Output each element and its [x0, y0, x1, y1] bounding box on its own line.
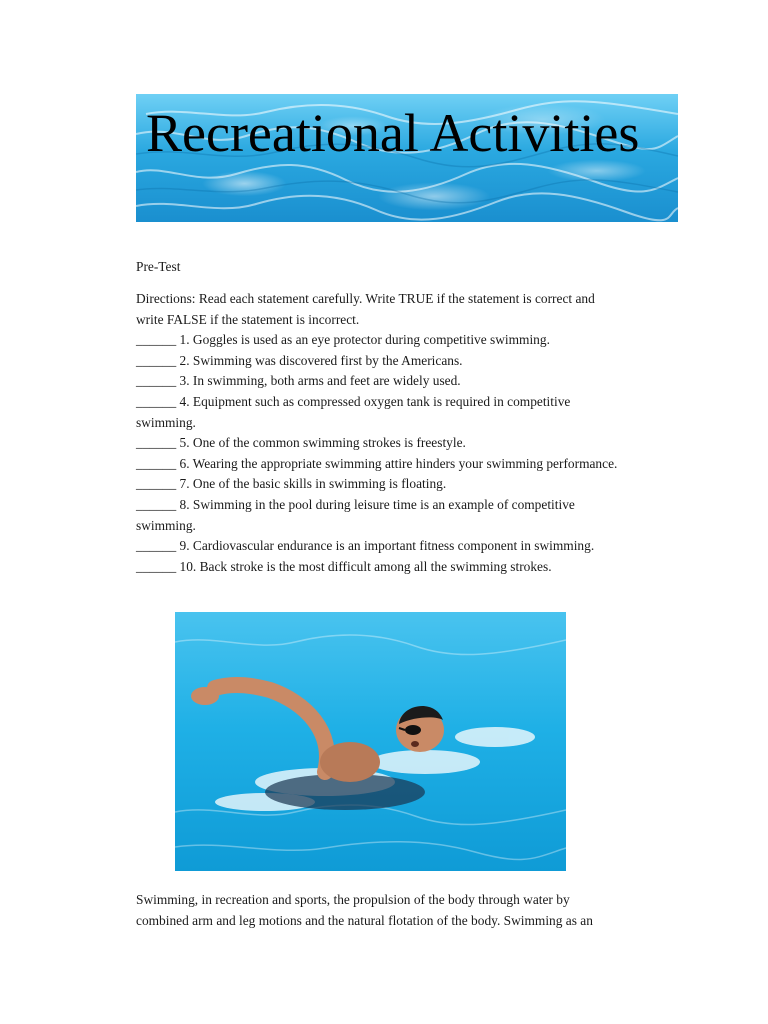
list-item: ______ 1. Goggles is used as an eye protector during competitive swimming. — [136, 332, 550, 348]
paragraph-line: combined arm and leg motions and the natural flotation of the body. Swimming as an — [136, 912, 593, 928]
swimmer-photo — [175, 612, 566, 871]
list-item-continuation: swimming. — [136, 517, 196, 533]
list-item-continuation: swimming. — [136, 414, 196, 430]
pretest-block — [136, 289, 617, 577]
list-item: ______ 7. One of the basic skills in swimming is floating. — [136, 476, 447, 492]
swimmer-illustration — [175, 612, 566, 871]
directions-line: write FALSE if the statement is incorrect. — [136, 311, 360, 327]
list-item: ______ 5. One of the common swimming strokes is freestyle. — [136, 435, 466, 451]
list-item: ______ 2. Swimming was discovered first by the Americans. — [136, 352, 463, 368]
section-heading: Pre-Test — [136, 259, 181, 274]
page-title: Recreational Activities — [146, 103, 640, 163]
list-item: ______ 10. Back stroke is the most difficult among all the swimming strokes. — [136, 558, 552, 574]
paragraph-line: Swimming, in recreation and sports, the propulsion of the body through water by — [136, 892, 570, 907]
title-banner — [136, 94, 678, 222]
body-paragraph — [136, 890, 593, 931]
list-item: ______ 9. Cardiovascular endurance is an important fitness component in swimming. — [136, 538, 595, 554]
directions-line: Directions: Read each statement carefully. Write TRUE if the statement is correct and — [136, 291, 595, 306]
list-item: ______ 4. Equipment such as compressed oxygen tank is required in competitive — [136, 393, 571, 409]
list-item: ______ 8. Swimming in the pool during leisure time is an example of competitive — [136, 496, 575, 512]
list-item: ______ 6. Wearing the appropriate swimming attire hinders your swimming performance. — [136, 455, 618, 471]
list-item: ______ 3. In swimming, both arms and feet are widely used. — [136, 373, 461, 389]
